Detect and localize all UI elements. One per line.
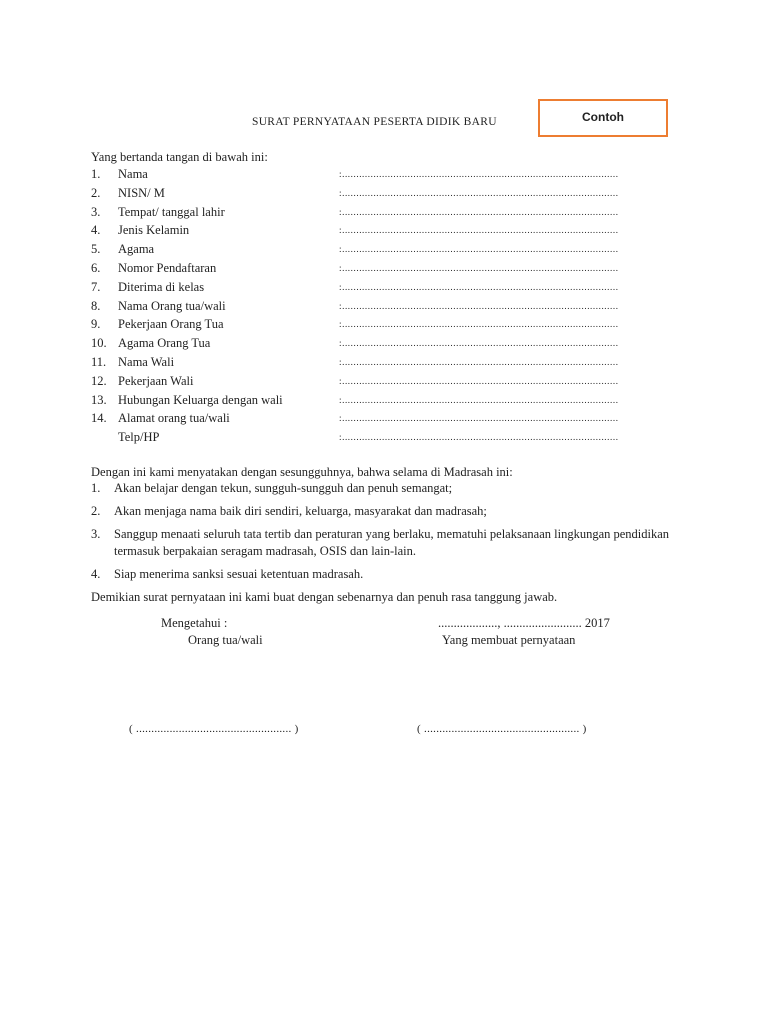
statement-number: 2.	[91, 504, 101, 518]
field-number: 10.	[91, 336, 107, 351]
field-number: 9.	[91, 317, 101, 332]
date-line: ..................., ......................... 2017	[438, 616, 610, 630]
field-number: 14.	[91, 411, 107, 426]
form-field-row	[91, 334, 651, 353]
form-field-row	[91, 353, 651, 372]
closing-text: Demikian surat pernyataan ini kami buat dengan sebenarnya dan penuh rasa tanggung jawab.	[91, 590, 558, 604]
field-label: Nama Orang tua/wali	[118, 298, 226, 313]
parent-signature-line: ( ................................................... )	[129, 723, 299, 735]
form-field-row	[91, 278, 651, 297]
field-number: 11.	[91, 354, 107, 369]
intro-text: Yang bertanda tangan di bawah ini:	[91, 150, 268, 164]
field-fill-line: :.................................................................................................	[339, 281, 619, 292]
field-label: Tempat/ tanggal lahir	[118, 204, 225, 219]
field-label: Agama Orang Tua	[118, 336, 211, 351]
field-fill-line: :.................................................................................................	[339, 169, 619, 179]
field-label: Nama Wali	[118, 354, 175, 369]
field-fill-line: :.................................................................................................	[339, 187, 619, 198]
statement-text: Akan belajar dengan tekun, sungguh-sungguh dan penuh semangat;	[114, 481, 453, 495]
field-number: 4.	[91, 223, 101, 238]
field-label: Telp/HP	[118, 430, 160, 445]
field-fill-line: :.................................................................................................	[339, 413, 619, 424]
statement-item	[91, 526, 691, 560]
statement-list	[91, 480, 691, 589]
field-label: Pekerjaan Wali	[118, 373, 194, 388]
form-field-row	[91, 203, 651, 222]
statement-number: 3.	[91, 527, 101, 541]
field-fill-line: :.................................................................................................	[339, 206, 619, 217]
field-label: NISN/ M	[118, 185, 165, 200]
acknowledged-heading: Mengetahui :	[161, 616, 228, 630]
field-number: 7.	[91, 279, 101, 294]
form-field-row	[91, 315, 651, 334]
page-title: SURAT PERNYATAAN PESERTA DIDIK BARU	[252, 116, 497, 128]
form-field-row	[91, 165, 651, 184]
sample-badge-label: Contoh	[582, 110, 624, 124]
field-fill-line: :.................................................................................................	[339, 394, 619, 405]
form-field-row	[91, 428, 651, 447]
field-label: Pekerjaan Orang Tua	[118, 317, 224, 332]
field-fill-line: :.................................................................................................	[339, 262, 619, 273]
statement-item	[91, 480, 691, 497]
field-label: Nomor Pendaftaran	[118, 260, 217, 275]
statement-text: Akan menjaga nama baik diri sendiri, keluarga, masyarakat dan madrasah;	[114, 504, 487, 518]
field-number: 12.	[91, 373, 107, 388]
field-label: Hubungan Keluarga dengan wali	[118, 392, 283, 407]
field-fill-line: :.................................................................................................	[339, 356, 619, 367]
statement-text: Siap menerima sanksi sesuai ketentuan madrasah.	[114, 567, 364, 581]
field-fill-line: :.................................................................................................	[339, 225, 619, 236]
declarant-role-label: Yang membuat pernyataan	[442, 633, 576, 647]
form-field-row	[91, 221, 651, 240]
field-fill-line: :.................................................................................................	[339, 244, 619, 255]
field-number: 5.	[91, 242, 101, 257]
statement-number: 1.	[91, 481, 101, 495]
statement-number: 4.	[91, 567, 101, 581]
form-field-row	[91, 184, 651, 203]
sample-badge	[538, 99, 668, 137]
form-field-row	[91, 409, 651, 428]
field-number: 2.	[91, 185, 101, 200]
field-label: Agama	[118, 242, 155, 257]
field-label: Nama	[118, 167, 148, 181]
statement-text: Sanggup menaati seluruh tata tertib dan peraturan yang berlaku, mematuhi pelaksanaan lingkungan pendidikan termasuk berpakaian seragam madrasah, OSIS dan lain-lain.	[114, 527, 670, 558]
form-field-row	[91, 240, 651, 259]
field-fill-line: :.................................................................................................	[339, 432, 619, 443]
parent-role-label: Orang tua/wali	[188, 633, 263, 647]
field-fill-line: :.................................................................................................	[339, 319, 619, 330]
field-fill-line: :.................................................................................................	[339, 300, 619, 311]
field-fill-line: :.................................................................................................	[339, 375, 619, 386]
field-label: Alamat orang tua/wali	[118, 411, 230, 426]
form-field-row	[91, 297, 651, 316]
form-field-row	[91, 391, 651, 410]
field-label: Diterima di kelas	[118, 279, 205, 294]
statement-intro: Dengan ini kami menyatakan dengan sesungguhnya, bahwa selama di Madrasah ini:	[91, 465, 513, 479]
identity-fields	[91, 165, 651, 447]
form-field-row	[91, 259, 651, 278]
statement-item	[91, 566, 691, 583]
field-fill-line: :.................................................................................................	[339, 338, 619, 349]
field-number: 8.	[91, 298, 101, 313]
field-number: 1.	[91, 167, 101, 181]
field-number: 13.	[91, 392, 107, 407]
field-number: 6.	[91, 260, 101, 275]
field-label: Jenis Kelamin	[118, 223, 190, 238]
declarant-signature-line: ( ................................................... )	[417, 723, 587, 735]
statement-item	[91, 503, 691, 520]
field-number: 3.	[91, 204, 101, 219]
form-field-row	[91, 372, 651, 391]
